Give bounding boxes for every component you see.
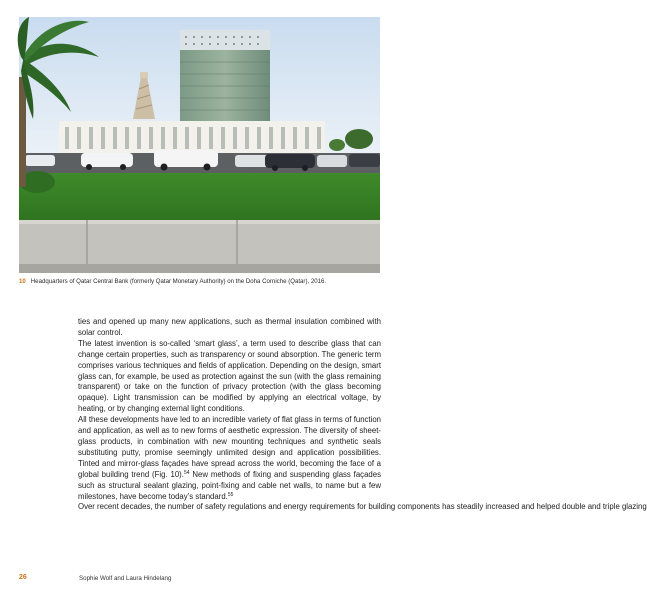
figure-caption [19, 278, 380, 286]
footnote-ref-55: 55 [227, 491, 234, 498]
paragraph-3: All these developments have led to an incredible variety of flat glass in terms of function and application, as well as to new forms of aesthetic expression. The diversity of sheet-glass products, in combination with new mounting techniques and synthetic seals substituting putty, promise seemingly unlimited design and application possibilities. Tinted and mirror-glass façades have spread across the world, becoming the face of a global building trend (Fig. 10).$^{54}$ New methods of fixing and suspending glass façades such as structural sealant glazing, point-fixing and cable net walls, to name but a few milestones, have become today’s standard.$^{55}$ [78, 415, 381, 501]
figure-number: 10 [19, 278, 26, 285]
figure-photo [19, 17, 380, 273]
paragraph-4: Over recent decades, the number of safety regulations and energy requirements for building components has steadily increased and helped double and triple glazing [78, 502, 647, 512]
paragraph-2: The latest invention is so-called ‘smart glass’, a term used to describe glass that can change certain properties, such as transparency or sound absorption. The generic term comprises various techniques and fields of application. Depending on the design, smart glass can, for example, be used as protection against the sun (with the glass remaining transparent) or take on the function of privacy protection (with the glass becoming opaque). Light transmission can be modified by applying an electrical voltage, by heating, or by changing external light conditions. [78, 338, 381, 414]
caption-text: Headquarters of Qatar Central Bank (formerly Qatar Monetary Authority) on the Doha Corniche (Qatar), 2016. [30, 278, 327, 285]
footnote-ref-54: 54 [183, 469, 190, 476]
qatar-central-bank-photo [19, 17, 380, 273]
paragraph-1: ties and opened up many new applications, such as thermal insulation combined with solar control. [78, 317, 381, 337]
page-number: 26 [19, 574, 27, 581]
body-text [78, 317, 647, 513]
footer-authors: Sophie Wolf and Laura Hindelang [79, 575, 172, 582]
